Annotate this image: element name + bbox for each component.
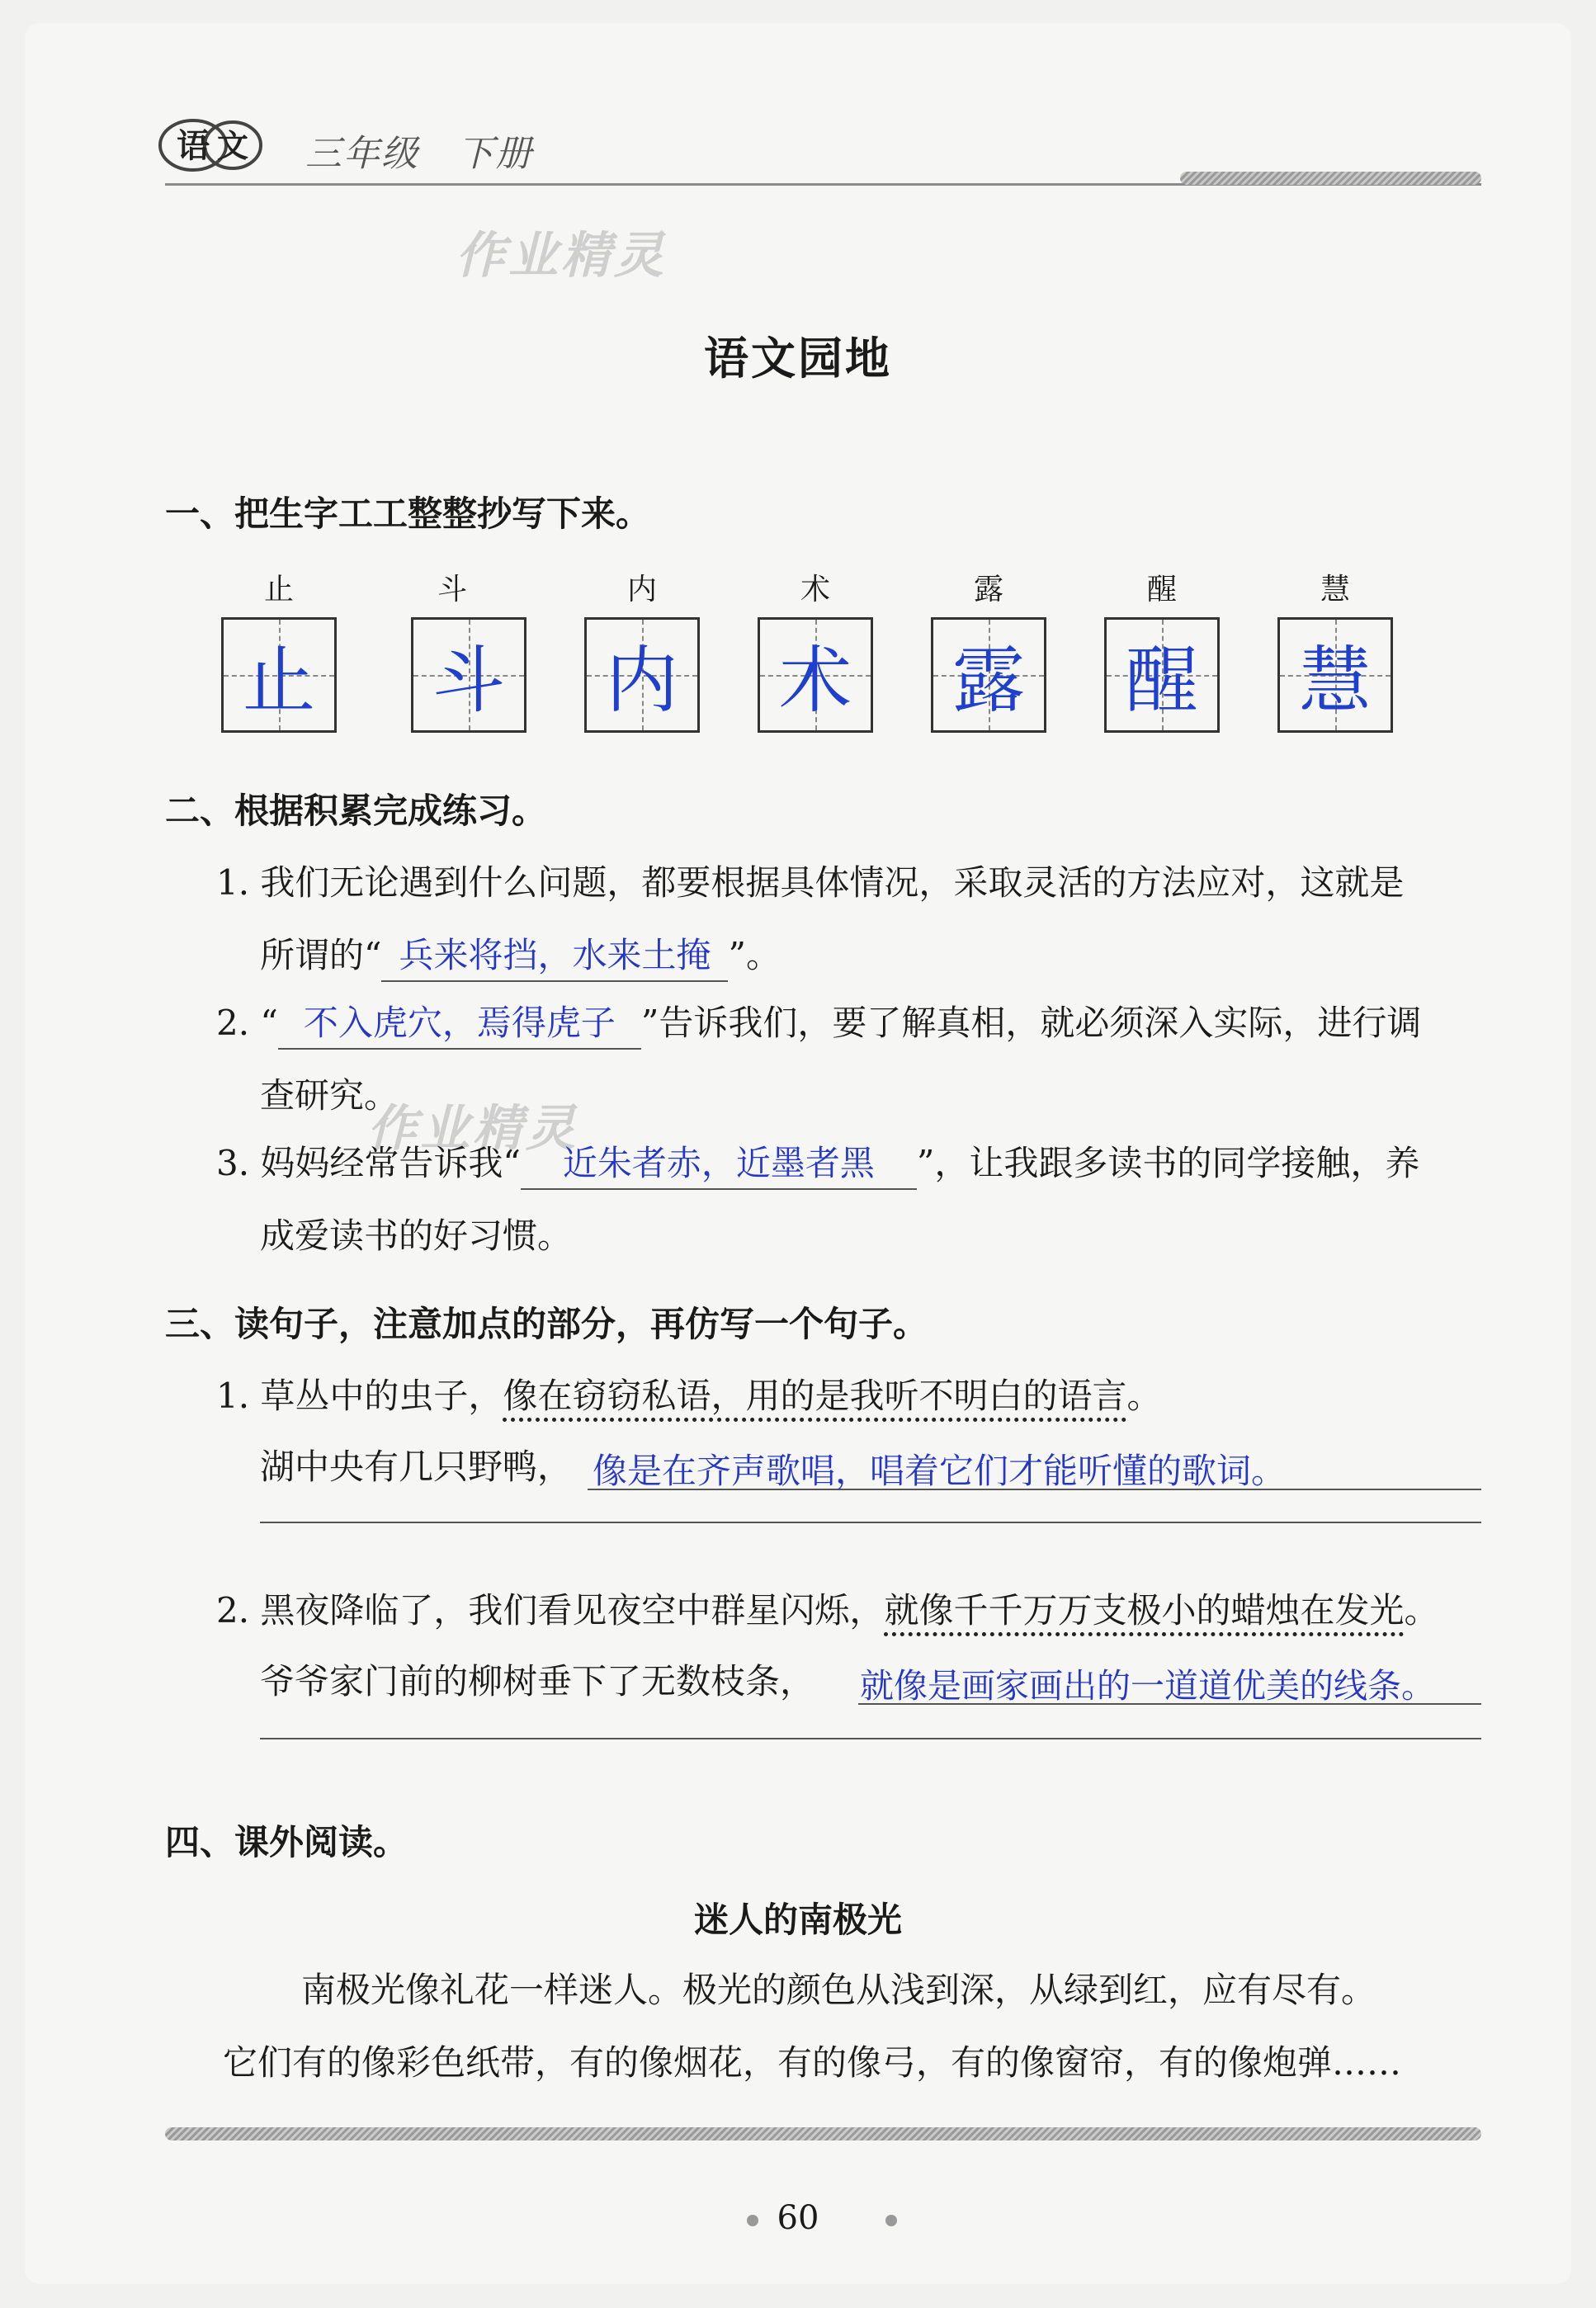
writing-grid-box[interactable] xyxy=(758,617,873,733)
s2-dotted-part: 就像千千万万支极小的蜡烛在发光 xyxy=(884,1590,1405,1631)
section2-heading: 二、根据积累完成练习。 xyxy=(165,791,547,831)
s2-answer-line[interactable] xyxy=(858,1662,1481,1705)
s2-extra-line[interactable] xyxy=(260,1735,1481,1739)
q1-prefix: 所谓的“ xyxy=(260,935,382,975)
writing-grid-box[interactable] xyxy=(1104,617,1220,733)
char-prompt: 醒 xyxy=(1146,573,1177,606)
handwritten-char: 内 xyxy=(605,638,678,723)
q2-line2: 查研究。 xyxy=(260,1075,399,1116)
char-prompt: 止 xyxy=(263,573,294,606)
q1-line1: 1. 我们无论遇到什么问题，都要根据具体情况，采取灵活的方法应对，这就是 xyxy=(216,862,1405,903)
s1-dotted-part: 像在窃窃私语，用的是我听不明白的语言 xyxy=(503,1376,1127,1416)
s1-prompt: 湖中央有几只野鸭， xyxy=(260,1447,573,1487)
handwritten-char: 术 xyxy=(778,638,852,723)
watermark-top: 作业精灵 xyxy=(456,227,667,285)
s1-answer: 像是在齐声歌唱，唱着它们才能听懂的歌词。 xyxy=(593,1451,1287,1491)
q2-answer-blank[interactable] xyxy=(278,998,641,1050)
q3-line1 xyxy=(216,1139,1419,1190)
article-title: 迷人的南极光 xyxy=(693,1900,902,1940)
q3-suffix: ”，让我跟多读书的同学接触，养 xyxy=(916,1143,1420,1183)
q2-line1 xyxy=(216,998,1421,1050)
subject-logo xyxy=(157,114,264,178)
q1-suffix: ”。 xyxy=(728,935,781,975)
q1-answer: 兵来将挡，水来土掩 xyxy=(399,935,711,975)
header-decor-bar xyxy=(1180,172,1481,185)
article-para-line1: 南极光像礼花一样迷人。极光的颜色从浅到深，从绿到红，应有尽有。 xyxy=(301,1970,1376,2010)
section3-heading: 三、读句子，注意加点的部分，再仿写一个句子。 xyxy=(165,1304,928,1344)
s2-start: 2. 黑夜降临了，我们看见夜空中群星闪烁， xyxy=(216,1590,885,1631)
s2-end: 。 xyxy=(1404,1590,1439,1631)
char-prompt: 内 xyxy=(626,573,657,606)
handwritten-char: 斗 xyxy=(432,638,505,723)
grade-label: 三年级 xyxy=(305,133,419,175)
handwritten-char: 慧 xyxy=(1298,638,1372,723)
writing-grid-box[interactable] xyxy=(584,617,700,733)
char-prompt: 斗 xyxy=(437,573,467,606)
q2-suffix: ”告诉我们，要了解真相，就必须深入实际，进行调 xyxy=(640,1003,1422,1043)
logo-char-1: 语 xyxy=(177,127,210,165)
handwritten-char: 止 xyxy=(242,638,315,723)
q3-answer-blank[interactable] xyxy=(521,1139,917,1190)
writing-grid-box[interactable] xyxy=(221,617,337,733)
char-prompt: 露 xyxy=(973,573,1003,606)
footer-decor-bar xyxy=(165,2127,1481,2140)
char-prompt: 慧 xyxy=(1320,573,1350,606)
article-para-line2: 它们有的像彩色纸带，有的像烟花，有的像弓，有的像窗帘，有的像炮弹…… xyxy=(223,2042,1402,2083)
handwritten-char: 醒 xyxy=(1125,638,1198,723)
s1-extra-line[interactable] xyxy=(260,1518,1481,1523)
s2-example xyxy=(216,1586,1438,1635)
char-prompt: 术 xyxy=(800,573,830,606)
q1-line2 xyxy=(260,931,781,982)
section4-heading: 四、课外阅读。 xyxy=(165,1822,408,1862)
s2-prompt: 爷爷家门前的柳树垂下了无数枝条， xyxy=(260,1661,815,1702)
q3-prefix: 3. 妈妈经常告诉我“ xyxy=(216,1143,521,1183)
page-title: 语文园地 xyxy=(704,333,892,385)
s1-example xyxy=(216,1371,1161,1421)
handwritten-char: 露 xyxy=(951,638,1025,723)
writing-grid-box[interactable] xyxy=(1277,617,1393,733)
page-number-dot-right xyxy=(885,2215,897,2226)
writing-grid-box[interactable] xyxy=(411,617,526,733)
q3-answer: 近朱者赤，近墨者黑 xyxy=(562,1143,875,1183)
watermark-middle: 作业精灵 xyxy=(367,1100,578,1158)
s1-start: 1. 草丛中的虫子， xyxy=(216,1376,503,1416)
s2-answer: 就像是画家画出的一道道优美的线条。 xyxy=(860,1666,1435,1706)
q1-answer-blank[interactable] xyxy=(381,931,728,982)
s1-end: 。 xyxy=(1126,1376,1162,1416)
volume-label: 下册 xyxy=(457,133,533,175)
page-number: 60 xyxy=(777,2199,819,2237)
header-subtitle xyxy=(305,124,533,177)
q3-line2: 成爱读书的好习惯。 xyxy=(260,1215,573,1256)
logo-char-2: 文 xyxy=(216,128,249,164)
section1-heading: 一、把生字工工整整抄写下来。 xyxy=(165,493,651,534)
q2-answer: 不入虎穴，焉得虎子 xyxy=(303,1003,616,1043)
q2-prefix: 2. “ xyxy=(216,1003,278,1043)
writing-grid-box[interactable] xyxy=(931,617,1046,733)
s1-answer-line[interactable] xyxy=(588,1447,1481,1490)
